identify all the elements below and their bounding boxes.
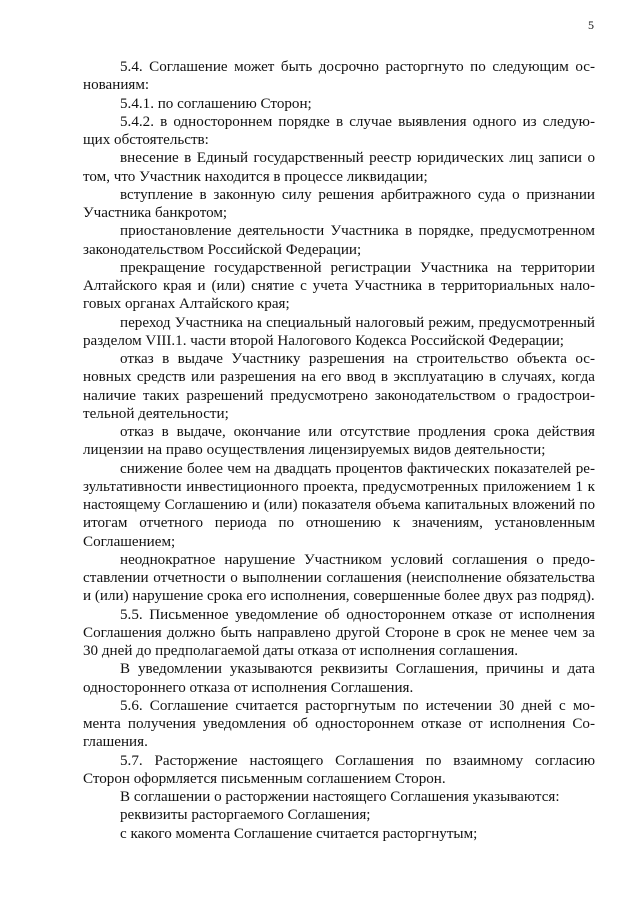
list-item-liquidation: внесение в Единый государственный реестр юридических лиц записи о том, что Участник находится в процессе ликвидации;	[83, 150, 595, 185]
paragraph-5-4: 5.4. Соглашение может быть досрочно расторгнуто по следующим основаниям:	[83, 59, 595, 94]
list-item-registration-termination: прекращение государственной регистрации Участника на территории Алтайского края и (или) снятие с учета Участника в территориальных налоговых органах Алтайского края;	[83, 259, 595, 313]
paragraph-5-6: 5.6. Соглашение считается расторгнутым по истечении 30 дней с момента получения уведомления об одностороннем отказе от исполнения Соглашения.	[83, 697, 595, 751]
paragraph-notice-details: В уведомлении указываются реквизиты Соглашения, причины и дата одностороннего отказа от исполнения Соглашения.	[83, 661, 595, 696]
list-item-termination-moment: с какого момента Соглашение считается расторгнутым;	[120, 825, 478, 842]
page-number: 5	[588, 18, 594, 32]
paragraph-5-4-2: 5.4.2. в одностороннем порядке в случае выявления одного из следующих обстоятельств:	[83, 113, 595, 148]
list-item-permit-refusal: отказ в выдаче Участнику разрешения на строительство объекта основных средств или разрешения на его ввод в эксплуатацию в случаях, когда наличие таких разрешений предусмотрено законодательством о градостроительной деятельности;	[83, 351, 595, 422]
list-item-suspension: приостановление деятельности Участника в порядке, предусмотренном законодательством Российской Федерации;	[83, 223, 595, 258]
list-item-indicators-decrease: снижение более чем на двадцать процентов фактических показателей результативности инвестиционного проекта, предусмотренных приложением 1 к настоящему Соглашению и (или) показателя объема капитальных вложений по итогам отчетного периода по отношению к значениям, установленным Соглашением;	[83, 460, 595, 550]
list-item-agreement-details: реквизиты расторгаемого Соглашения;	[120, 807, 371, 824]
paragraph-5-5: 5.5. Письменное уведомление об одностороннем отказе от исполнения Соглашения должно быть направлено другой Стороне в срок не менее чем за 30 дней до предполагаемой даты отказа от исполнения соглашения.	[83, 606, 595, 659]
list-item-license: отказ в выдаче, окончание или отсутствие продления срока действия лицензии на право осуществления лицензируемых видов деятельности;	[83, 424, 595, 459]
list-item-tax-regime: переход Участника на специальный налоговый режим, предусмотренный разделом VIII.1. части второй Налогового Кодекса Российской Федерации;	[83, 314, 595, 349]
document-body	[83, 58, 595, 843]
paragraph-termination-contents: В соглашении о расторжении настоящего Соглашения указываются:	[120, 789, 560, 805]
list-item-bankruptcy: вступление в законную силу решения арбитражного суда о признании Участника банкротом;	[83, 186, 595, 221]
paragraph-5-4-1: 5.4.1. по соглашению Сторон;	[120, 95, 312, 112]
list-item-reporting-violation: неоднократное нарушение Участником условий соглашения о предоставлении отчетности о выполнении соглашения (неисполнение обязательства и (или) нарушение срока его исполнения, совершенные более двух раз подряд).	[83, 551, 595, 605]
paragraph-5-7: 5.7. Расторжение настоящего Соглашения по взаимному согласию Сторон оформляется письменным соглашением Сторон.	[83, 752, 595, 787]
